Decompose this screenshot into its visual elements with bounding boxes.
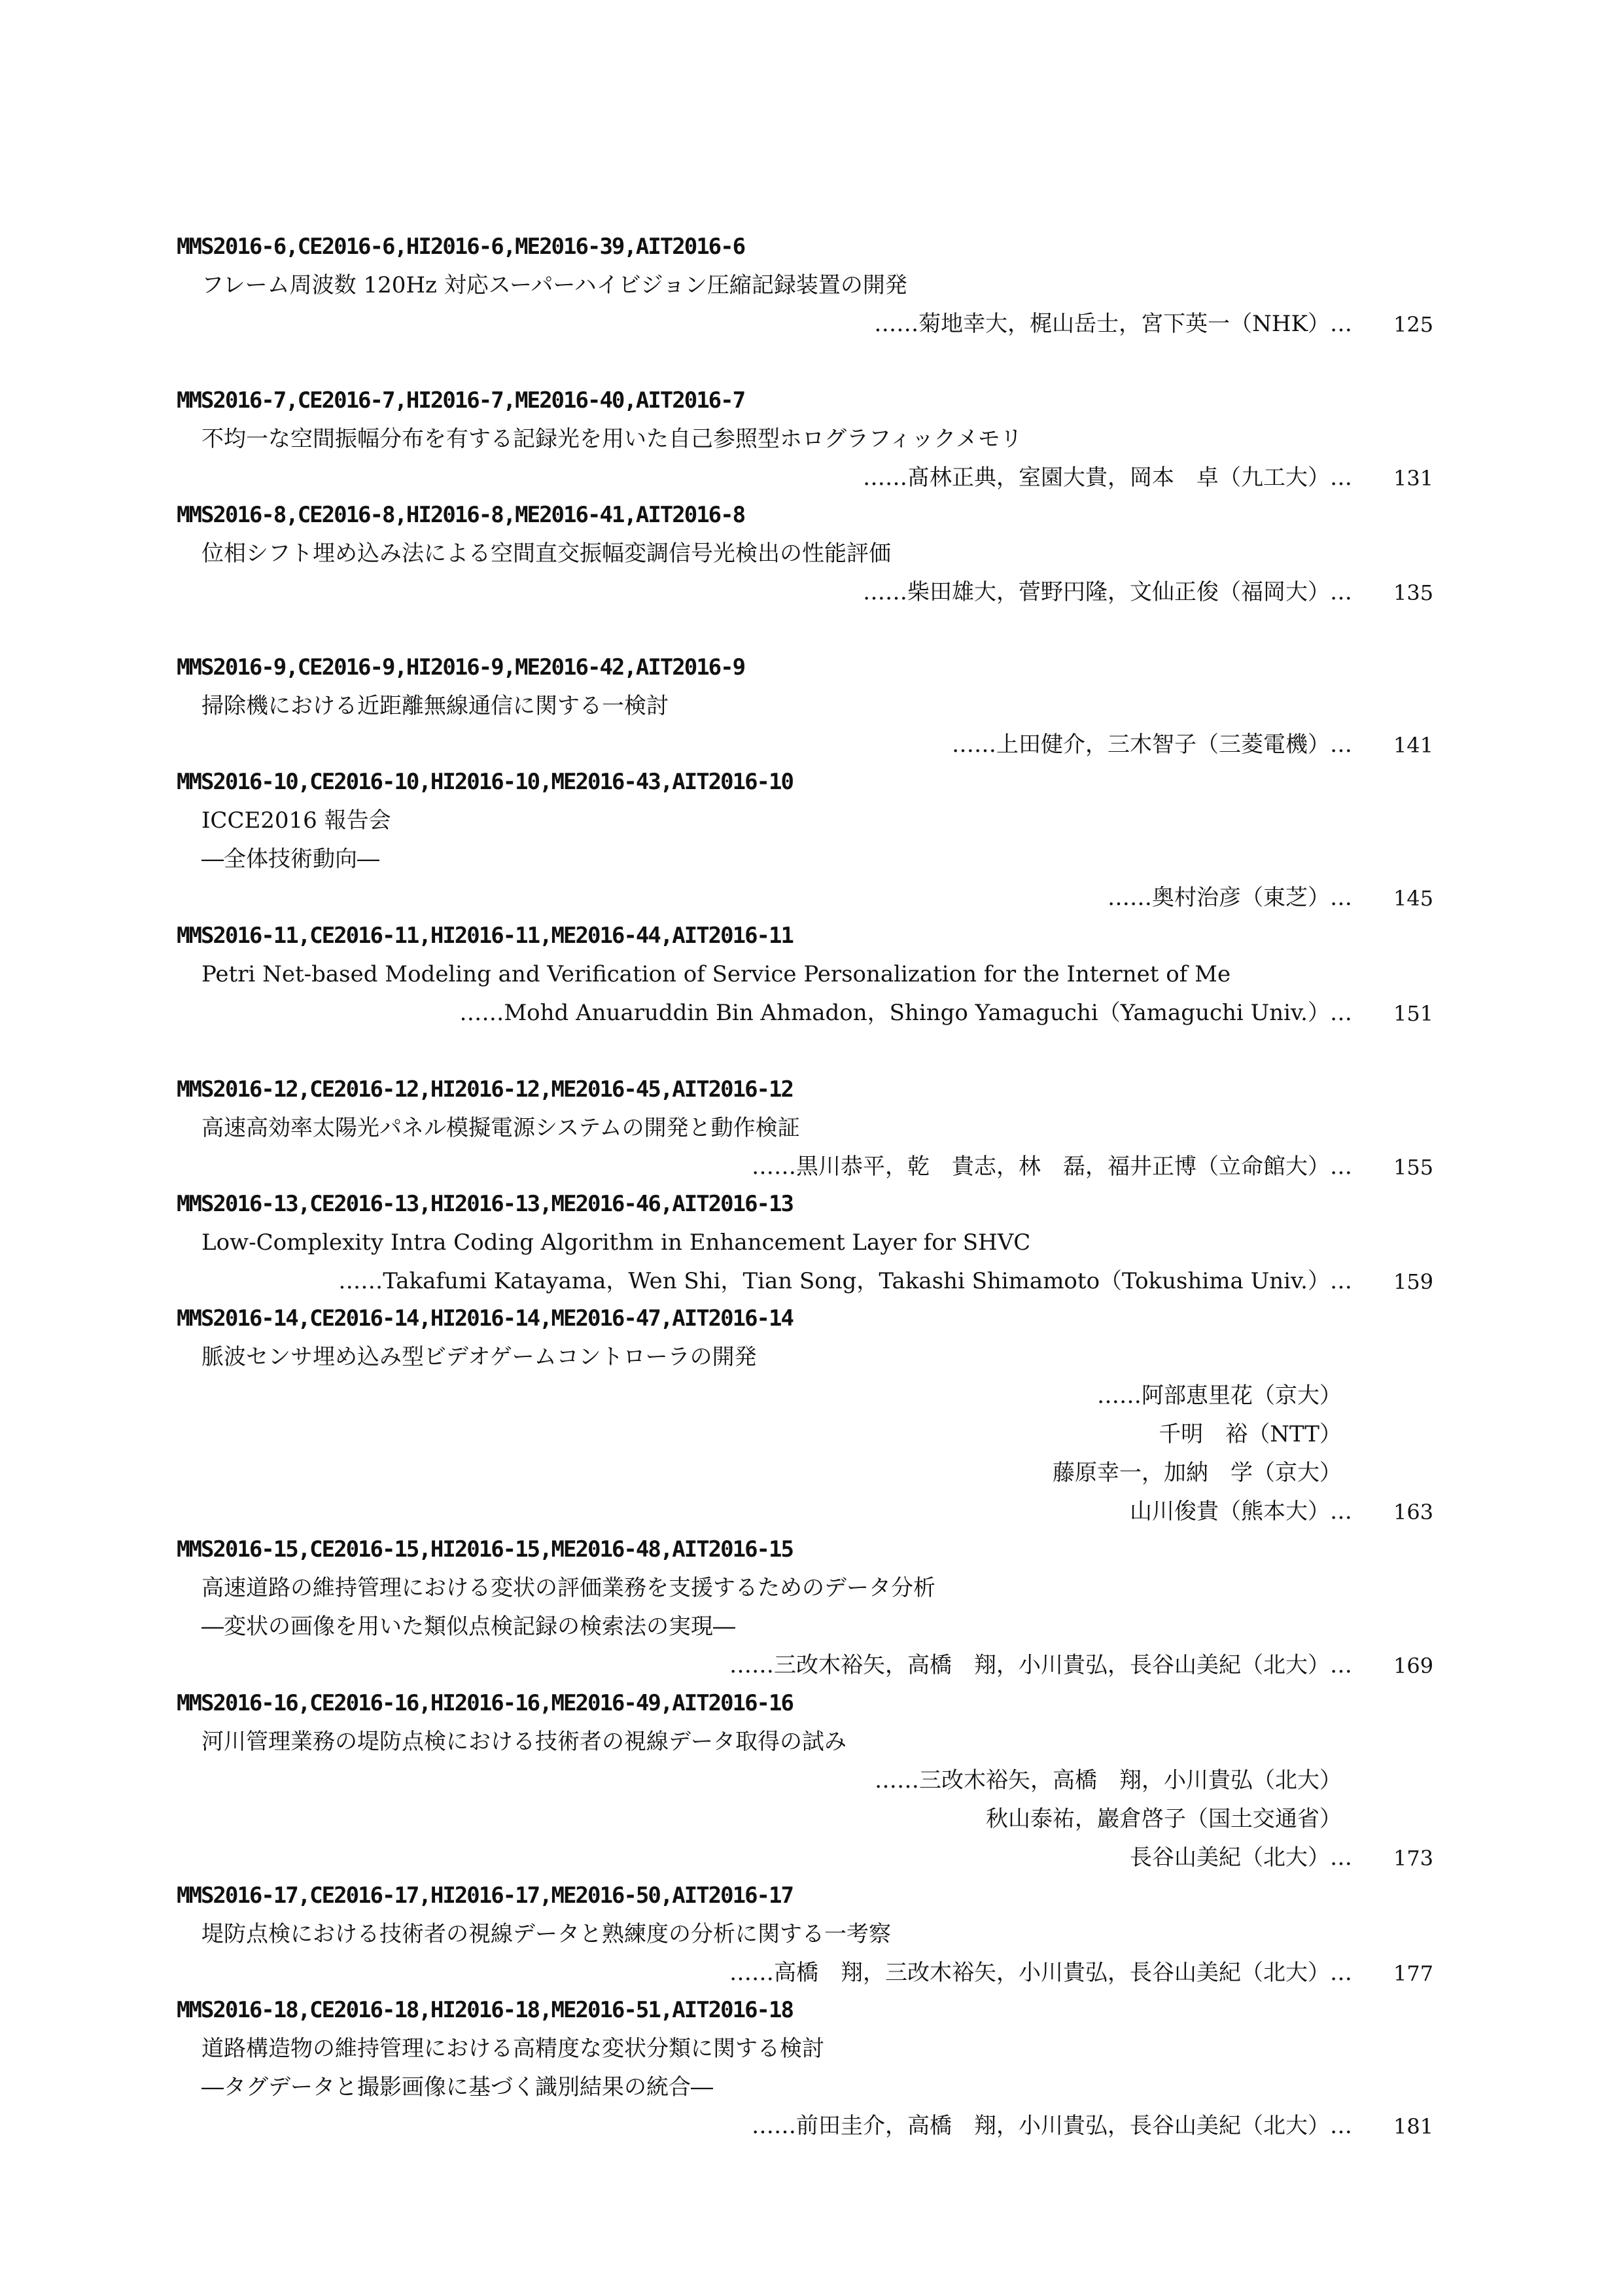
entry-authors: ……菊地幸大，梶山岳士，宮下英一（NHK）…	[874, 311, 1352, 337]
entry-title: 掃除機における近距離無線通信に関する一検討	[201, 693, 669, 719]
entry-authors: ……阿部恵里花（京大）	[1097, 1383, 1342, 1409]
entry-title: 位相シフト埋め込み法による空間直交振幅変調信号光検出の性能評価	[201, 540, 891, 567]
entry-title: 道路構造物の維持管理における高精度な変状分類に関する検討	[201, 2036, 824, 2062]
entry-id: MMS2016-11,CE2016-11,HI2016-11,ME2016-44,AIT2016-11	[177, 923, 793, 949]
entry-title: 不均一な空間振幅分布を有する記録光を用いた自己参照型ホログラフィックメモリ	[201, 426, 1022, 452]
entry-authors: ……三改木裕矢，高橋 翔，小川貴弘，長谷山美紀（北大）…	[729, 1652, 1352, 1678]
page-number: 135	[1393, 580, 1434, 605]
entry-title: フレーム周波数 120Hz 対応スーパーハイビジョン圧縮記録装置の開発	[201, 272, 907, 298]
entry-subtitle: ―タグデータと撮影画像に基づく識別結果の統合―	[201, 2074, 713, 2100]
entry-authors: ……Mohd Anuaruddin Bin Ahmadon，Shingo Yamaguchi（Yamaguchi Univ.）…	[459, 1000, 1352, 1026]
entry-title: Petri Net-based Modeling and Verification of Service Personalization for the Internet of Me	[201, 961, 1231, 987]
entry-id: MMS2016-9,CE2016-9,HI2016-9,ME2016-42,AIT2016-9	[177, 654, 745, 680]
page-number: 173	[1393, 1846, 1434, 1871]
entry-authors: 千明 裕（NTT）	[1159, 1421, 1342, 1447]
entry-id: MMS2016-16,CE2016-16,HI2016-16,ME2016-49,AIT2016-16	[177, 1690, 793, 1716]
entry-id: MMS2016-8,CE2016-8,HI2016-8,ME2016-41,AIT2016-8	[177, 502, 745, 528]
entry-authors: 藤原幸一，加納 学（京大）	[1053, 1460, 1342, 1486]
entry-authors: 長谷山美紀（北大）…	[1130, 1845, 1352, 1871]
entry-subtitle: ―全体技術動向―	[201, 846, 379, 872]
entry-subtitle: ―変状の画像を用いた類似点検記録の検索法の実現―	[201, 1614, 735, 1640]
page-number: 177	[1393, 1961, 1434, 1986]
page-number: 141	[1393, 733, 1434, 758]
page-number: 169	[1393, 1653, 1434, 1678]
entry-id: MMS2016-13,CE2016-13,HI2016-13,ME2016-46,AIT2016-13	[177, 1191, 793, 1217]
entry-title: Low-Complexity Intra Coding Algorithm in Enhancement Layer for SHVC	[201, 1229, 1031, 1256]
entry-id: MMS2016-14,CE2016-14,HI2016-14,ME2016-47,AIT2016-14	[177, 1305, 793, 1332]
entry-authors: ……髙林正典，室園大貴，岡本 卓（九工大）…	[863, 465, 1352, 491]
entry-title: 高速道路の維持管理における変状の評価業務を支援するためのデータ分析	[201, 1575, 935, 1601]
entry-id: MMS2016-18,CE2016-18,HI2016-18,ME2016-51,AIT2016-18	[177, 1997, 793, 2023]
entry-authors: ……黒川恭平，乾 貴志，林 磊，福井正博（立命館大）…	[752, 1154, 1352, 1180]
entry-title: 河川管理業務の堤防点検における技術者の視線データ取得の試み	[201, 1729, 846, 1755]
entry-authors: ……上田健介，三木智子（三菱電機）…	[952, 732, 1352, 758]
entry-authors: ……Takafumi Katayama，Wen Shi，Tian Song，Takashi Shimamoto（Tokushima Univ.）…	[338, 1268, 1352, 1294]
entry-authors: 山川俊貴（熊本大）…	[1130, 1498, 1352, 1525]
page-number: 125	[1393, 312, 1434, 337]
entry-authors: 秋山泰祐，巖倉啓子（国土交通省）	[986, 1806, 1342, 1832]
page-number: 155	[1393, 1155, 1434, 1180]
page-number: 159	[1393, 1269, 1434, 1294]
page-number: 151	[1393, 1001, 1434, 1026]
entry-id: MMS2016-15,CE2016-15,HI2016-15,ME2016-48,AIT2016-15	[177, 1536, 793, 1563]
entry-id: MMS2016-10,CE2016-10,HI2016-10,ME2016-43,AIT2016-10	[177, 769, 793, 795]
entry-id: MMS2016-7,CE2016-7,HI2016-7,ME2016-40,AIT2016-7	[177, 387, 745, 414]
page-number: 131	[1393, 466, 1434, 491]
page-number: 181	[1393, 2114, 1434, 2139]
page-number: 145	[1393, 886, 1434, 911]
entry-authors: ……柴田雄大，菅野円隆，文仙正俊（福岡大）…	[863, 579, 1352, 605]
entry-id: MMS2016-12,CE2016-12,HI2016-12,ME2016-45,AIT2016-12	[177, 1076, 793, 1103]
entry-title: 脈波センサ埋め込み型ビデオゲームコントローラの開発	[201, 1344, 757, 1370]
entry-authors: ……高橋 翔，三改木裕矢，小川貴弘，長谷山美紀（北大）…	[729, 1960, 1352, 1986]
page-number: 163	[1393, 1500, 1434, 1525]
entry-authors: ……三改木裕矢，高橋 翔，小川貴弘（北大）	[875, 1767, 1342, 1793]
entry-title: 堤防点検における技術者の視線データと熟練度の分析に関する一考察	[201, 1921, 891, 1947]
entry-title: ICCE2016 報告会	[201, 807, 391, 834]
entry-id: MMS2016-17,CE2016-17,HI2016-17,ME2016-50,AIT2016-17	[177, 1882, 793, 1909]
entry-authors: ……前田圭介，高橋 翔，小川貴弘，長谷山美紀（北大）…	[752, 2113, 1352, 2139]
entry-title: 高速高効率太陽光パネル模擬電源システムの開発と動作検証	[201, 1115, 800, 1141]
entry-id: MMS2016-6,CE2016-6,HI2016-6,ME2016-39,AIT2016-6	[177, 234, 745, 260]
entry-authors: ……奥村治彦（東芝）…	[1108, 885, 1352, 911]
